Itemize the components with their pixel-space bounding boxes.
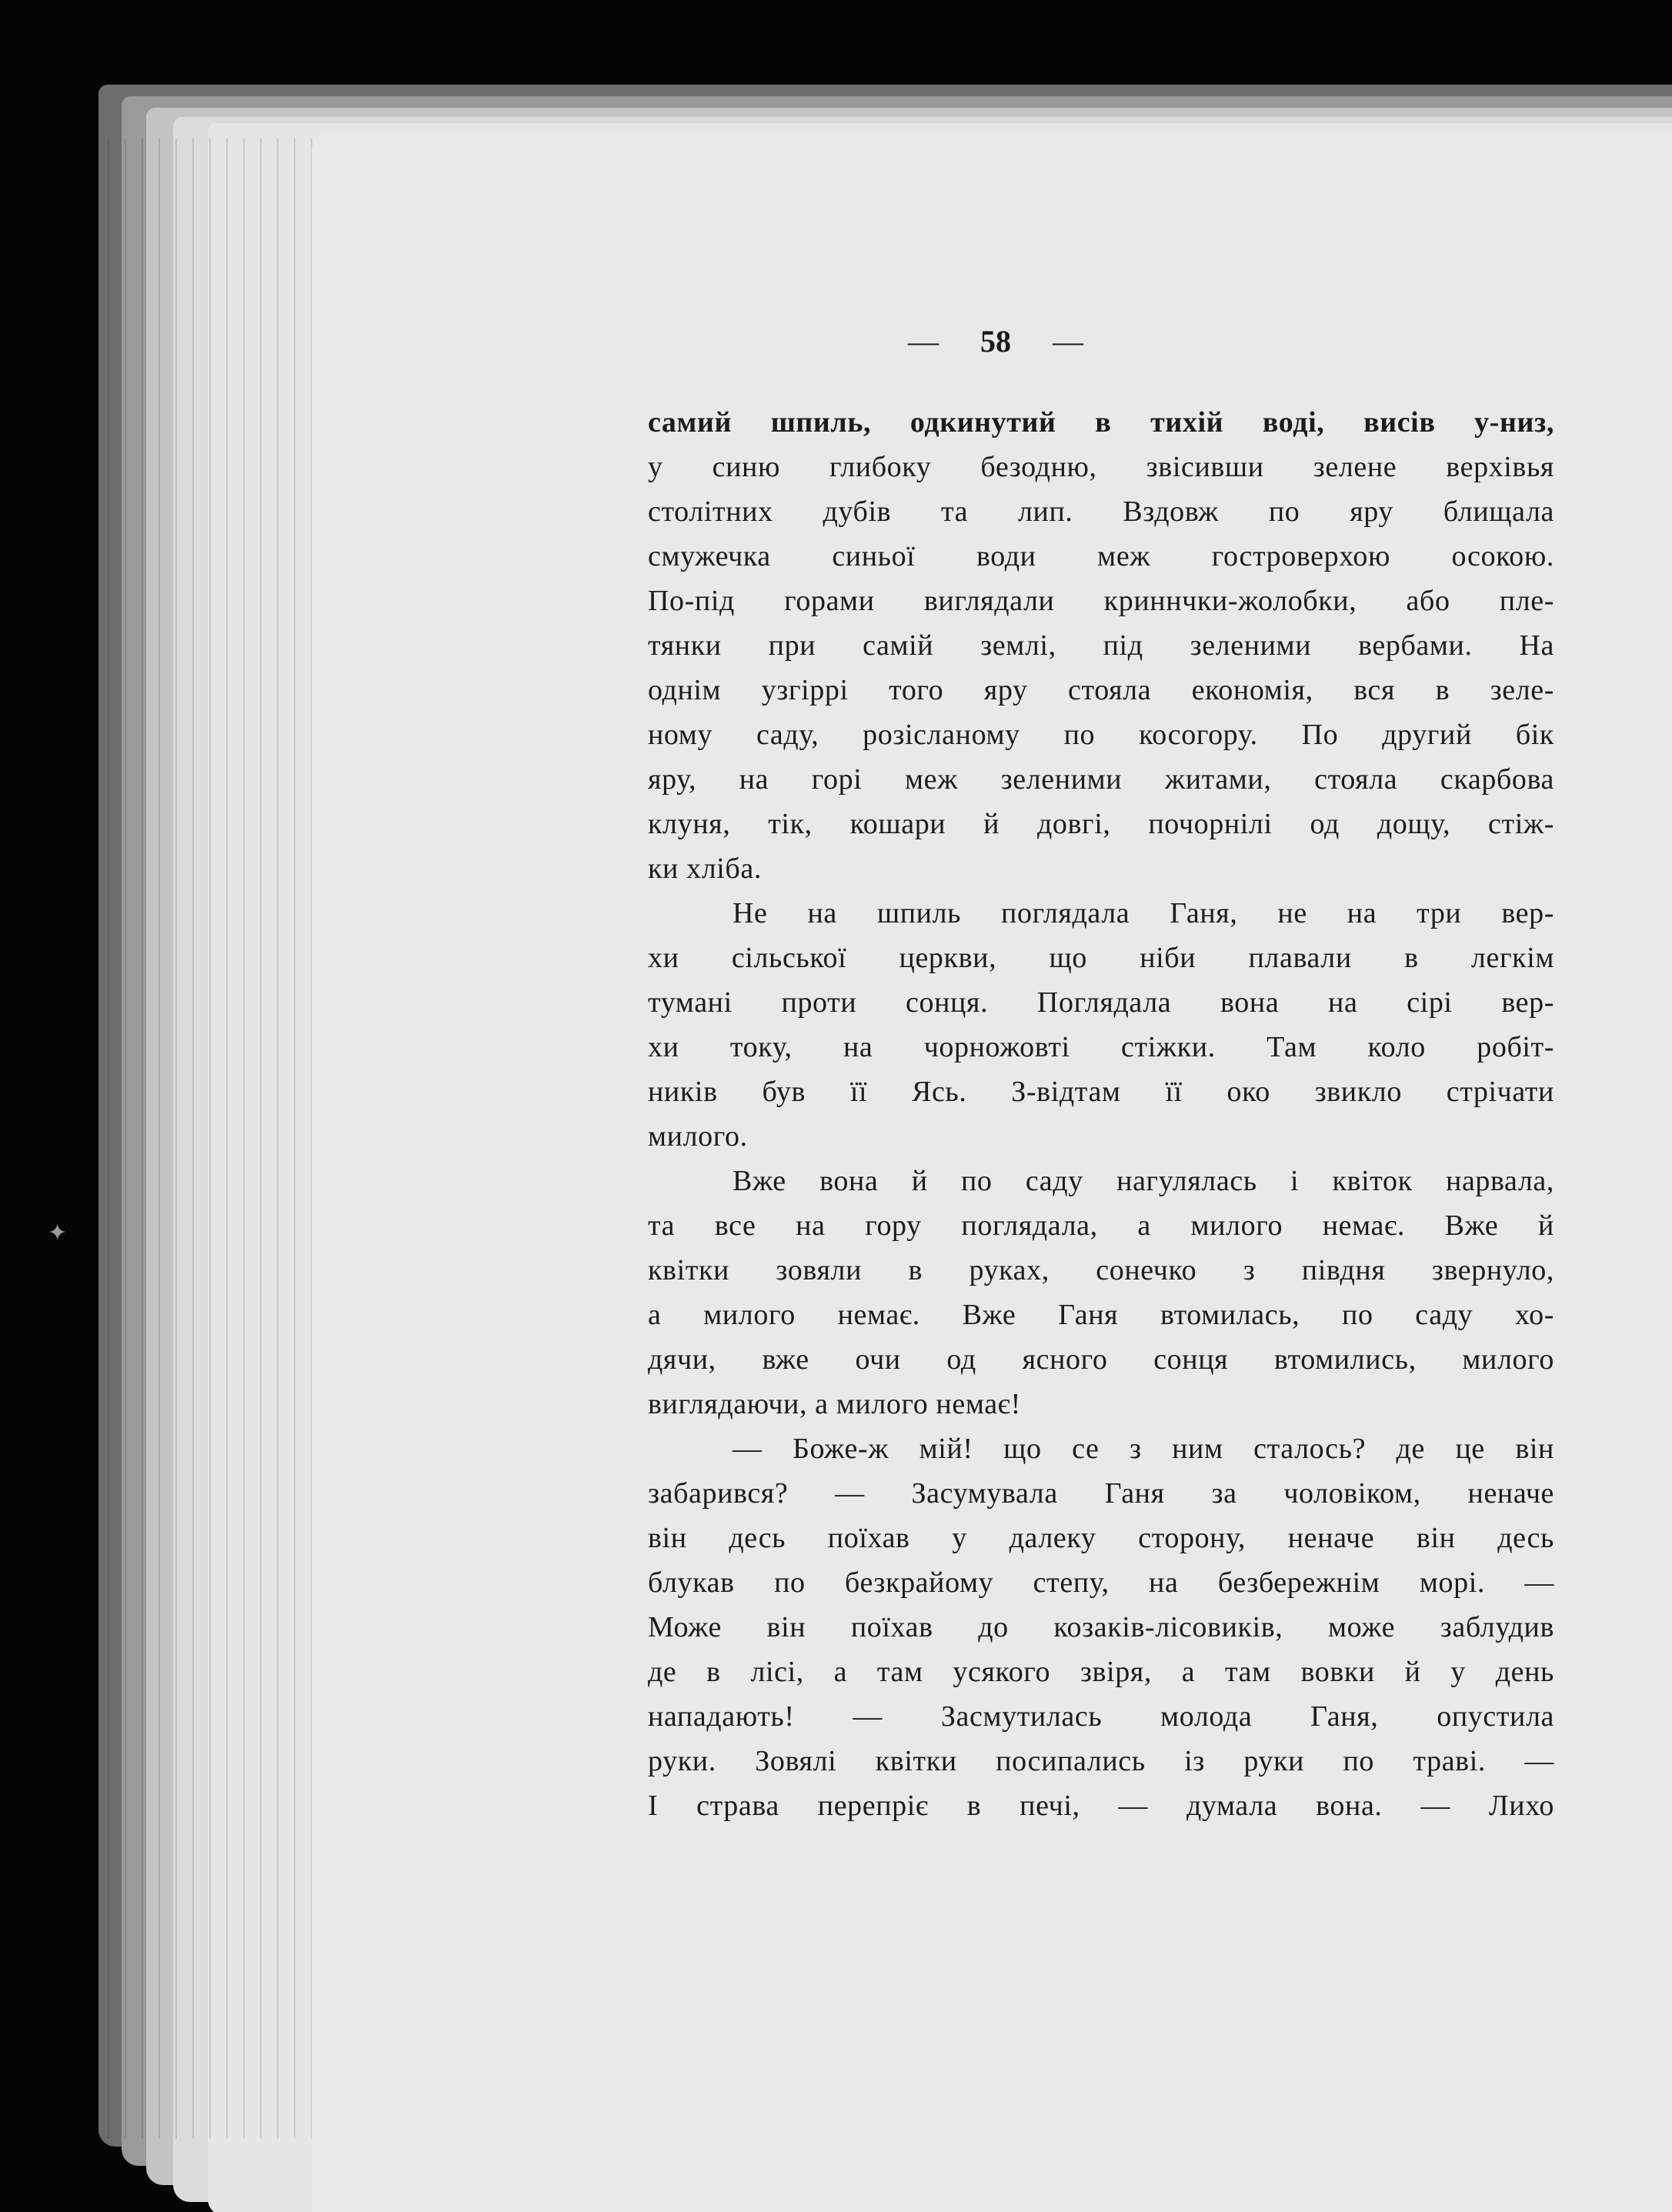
text-line: Може він поїхав до козаків-лісовиків, може заблудив [648, 1611, 1554, 1643]
text-line: І страва перепріє в печі, — думала вона. — Лихо [648, 1790, 1554, 1822]
text-line: тумані проти сонця. Поглядала вона на сірі вер- [648, 986, 1554, 1019]
text-line: а милого немає. Вже Ганя втомилась, по саду хо- [648, 1299, 1554, 1331]
text-line: ників був її Ясь. З-відтам її око звикло стрічати [648, 1076, 1554, 1108]
page-number-value: 58 [980, 324, 1011, 359]
page-number-dash-left: — [908, 324, 939, 359]
text-line: виглядаючи, а милого немає! [648, 1388, 1021, 1420]
text-line: ному саду, розісланому по косогору. По другий бік [648, 719, 1554, 751]
text-line: однім узгіррі того яру стояла економія, вся в зеле- [648, 674, 1554, 706]
text-line: квітки зовяли в руках, сонечко з півдня звернуло, [648, 1254, 1554, 1286]
text-line: яру, на горі меж зеленими житами, стояла скарбова [648, 763, 1554, 796]
text-line: ки хліба. [648, 852, 762, 885]
scan-speck-icon: ✦ [48, 1220, 68, 1246]
text-line: — Боже-ж мій! що се з ним сталось? де це він [733, 1433, 1554, 1465]
text-line: хи току, на чорножовті стіжки. Там коло робіт- [648, 1031, 1554, 1063]
body-text [648, 400, 1554, 1828]
text-line: тянки при самій землі, під зеленими вербами. На [648, 629, 1554, 662]
text-line: він десь поїхав у далеку сторону, неначе він десь [648, 1522, 1554, 1554]
text-line: де в лісі, а там усякого звіря, а там вовки й у день [648, 1656, 1554, 1688]
text-line: самий шпиль, одкинутий в тихій воді, висів у-низ, [648, 406, 1554, 439]
text-line: По-під горами виглядали криннчки-жолобки, або пле- [648, 585, 1554, 617]
text-line: Не на шпиль поглядала Ганя, не на три вер- [733, 897, 1554, 929]
text-line: милого. [648, 1120, 748, 1153]
text-line: Вже вона й по саду нагулялась і квіток нарвала, [733, 1165, 1554, 1197]
text-line: руки. Зовялі квітки посипались із руки по траві. — [648, 1745, 1554, 1777]
text-line: у синю глибоку безодню, звісивши зелене верхівья [648, 451, 1554, 483]
text-line: блукав по безкрайому степу, на безбережнім морі. — [648, 1566, 1554, 1599]
text-line: дячи, вже очи од ясного сонця втомились, милого [648, 1343, 1554, 1376]
text-line: забарився? — Засумувала Ганя за чоловіком, неначе [648, 1477, 1554, 1510]
text-line: клуня, тік, кошари й довгі, почорнілі од дощу, стіж- [648, 808, 1554, 840]
text-line: та все на гору поглядала, а милого немає. Вже й [648, 1209, 1554, 1242]
text-line: столітних дубів та лип. Вздовж по яру блищала [648, 495, 1554, 528]
page-number [908, 323, 1216, 359]
text-line: хи сільської церкви, що ніби плавали в легкім [648, 942, 1554, 974]
text-line: смужечка синьої води меж гостроверхою осокою. [648, 540, 1554, 572]
text-line: нападають! — Засмутилась молода Ганя, опустила [648, 1700, 1554, 1733]
page-number-dash-right: — [1053, 324, 1083, 359]
